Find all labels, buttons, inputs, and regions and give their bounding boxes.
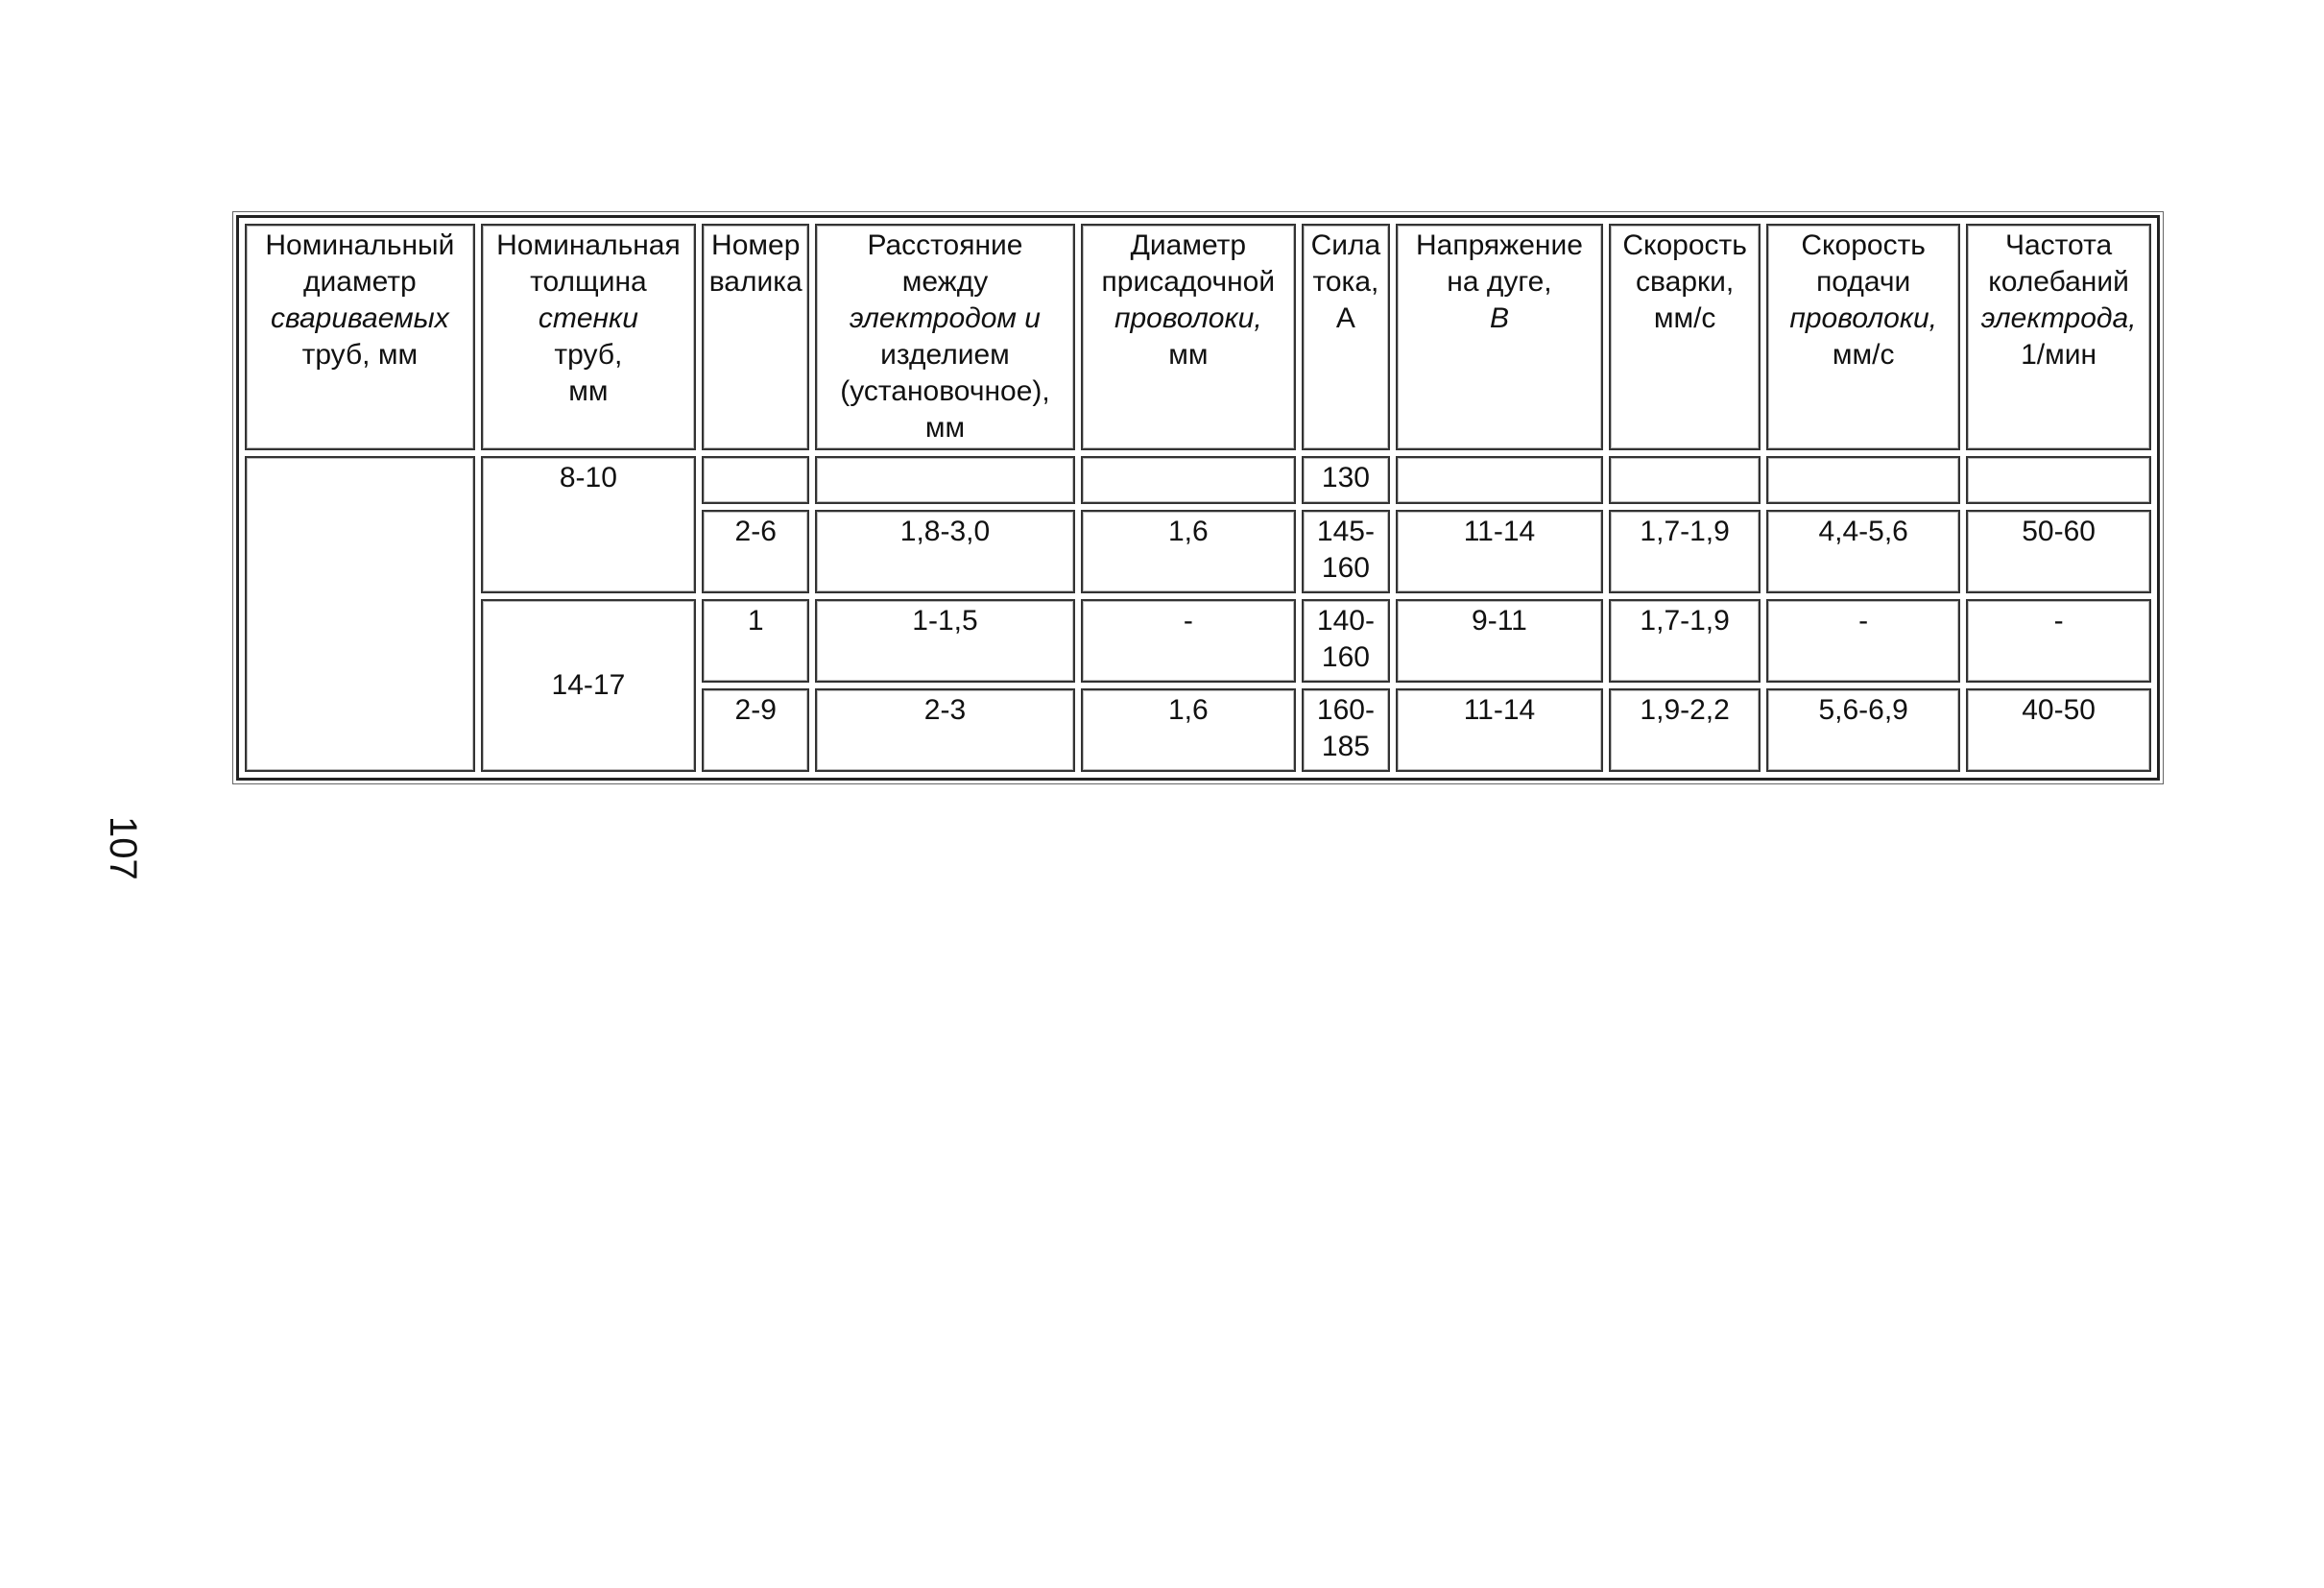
cell-text: 1,6 [1167, 516, 1209, 547]
cell-text: 160 [1321, 552, 1370, 584]
header-text: В [1489, 302, 1509, 334]
cell-text: 8-10 [559, 462, 617, 493]
cell-text: 185 [1321, 731, 1370, 762]
cell-text: 4,4-5,6 [1818, 516, 1908, 547]
table-cell [1966, 688, 2151, 772]
cell-text: 40-50 [2022, 694, 2096, 726]
table-cell [1966, 456, 2151, 504]
table-cell [815, 456, 1074, 504]
table-cell [1766, 456, 1960, 504]
table-cell [1302, 599, 1390, 683]
table-cell [481, 599, 696, 772]
cell-text: 1,8-3,0 [899, 516, 991, 547]
cell-text: 1,7-1,9 [1640, 516, 1730, 547]
table-cell [1081, 510, 1296, 593]
cell-text: - [1858, 605, 1869, 637]
header-row [245, 224, 2151, 450]
table-cell [702, 599, 809, 683]
table-cell [1609, 599, 1761, 683]
table-cell [1766, 599, 1960, 683]
cell-text: 160 [1321, 641, 1370, 673]
table-cell [1302, 456, 1390, 504]
table-cell [1766, 688, 1960, 772]
header-text: проволоки, [1114, 302, 1262, 334]
cell-text: 2-9 [734, 694, 777, 726]
page-number: 107 [102, 816, 144, 880]
header-text: колебаний [1988, 266, 2129, 298]
header-text: между [901, 266, 989, 298]
table-cell [702, 510, 809, 593]
header-text: Номер [711, 229, 801, 261]
header-text: Частота [2004, 229, 2113, 261]
cell-text: 2-3 [923, 694, 967, 726]
header-text: Скорость [1622, 229, 1747, 261]
header-text: Номинальная [496, 229, 681, 261]
header-text: А [1335, 302, 1355, 334]
cell-text: 9-11 [1472, 605, 1527, 637]
header-text: на дуге, [1447, 266, 1552, 298]
header-text: электродом и [849, 302, 1041, 334]
header-text: Напряжение [1415, 229, 1583, 261]
header-text: диаметр [303, 266, 417, 298]
cell-text: 1 [747, 605, 764, 637]
header-text: тока, [1312, 266, 1379, 298]
header-text: стенки [538, 302, 638, 334]
header-text: изделием [880, 339, 1010, 371]
table-cell [702, 688, 809, 772]
header-text: проволоки, [1789, 302, 1938, 334]
cell-text: 1,7-1,9 [1640, 605, 1730, 637]
table-cell [1081, 599, 1296, 683]
header-text: (установочное), [840, 375, 1050, 407]
table-cell [1766, 510, 1960, 593]
header-welding-speed [1609, 224, 1761, 450]
table-cell [1609, 510, 1761, 593]
cell-text: 1,9-2,2 [1640, 694, 1730, 726]
header-text: валика [708, 266, 803, 298]
cell-text: 11-14 [1463, 694, 1536, 726]
cell-text: 130 [1321, 462, 1370, 493]
table-cell [1081, 688, 1296, 772]
header-wire-feed-speed [1766, 224, 1960, 450]
table-cell [1966, 510, 2151, 593]
header-text: присадочной [1101, 266, 1276, 298]
table-cell [815, 688, 1074, 772]
table-cell [1302, 688, 1390, 772]
table-cell [1302, 510, 1390, 593]
table-cell [1609, 456, 1761, 504]
table-cell [815, 599, 1074, 683]
header-text: мм [1168, 339, 1209, 371]
header-oscillation-frequency [1966, 224, 2151, 450]
header-bead-number [702, 224, 809, 450]
header-nominal-diameter [245, 224, 475, 450]
table-cell [1396, 688, 1603, 772]
header-text: труб, мм [301, 339, 419, 371]
header-arc-voltage [1396, 224, 1603, 450]
cell-text: - [1183, 605, 1193, 637]
header-electrode-distance [815, 224, 1074, 450]
table-cell [1609, 688, 1761, 772]
header-text: электрода, [1980, 302, 2137, 334]
header-text: труб, [554, 339, 623, 371]
table-cell [245, 456, 475, 772]
cell-text: 50-60 [2022, 516, 2096, 547]
table-cell [481, 456, 696, 593]
header-welding-current [1302, 224, 1390, 450]
table-cell [815, 510, 1074, 593]
header-text: Скорость [1801, 229, 1926, 261]
cell-text: - [2053, 605, 2064, 637]
cell-text: 145- [1316, 516, 1375, 547]
header-text: сварки, [1636, 266, 1735, 298]
table-cell [1966, 599, 2151, 683]
cell-text: 1-1,5 [912, 605, 978, 637]
cell-text: 2-6 [734, 516, 777, 547]
header-text: Расстояние [867, 229, 1023, 261]
header-text: мм [568, 375, 609, 407]
table-cell [1081, 456, 1296, 504]
cell-text: 160- [1316, 694, 1375, 726]
welding-parameters-table [236, 215, 2160, 781]
header-text: мм/с [1832, 339, 1895, 371]
header-text: Диаметр [1130, 229, 1247, 261]
cell-text: 5,6-6,9 [1818, 694, 1908, 726]
header-wall-thickness [481, 224, 696, 450]
table-row [245, 456, 2151, 504]
header-text: мм [924, 412, 966, 444]
table-cell [702, 456, 809, 504]
cell-text: 11-14 [1463, 516, 1536, 547]
header-filler-wire-diameter [1081, 224, 1296, 450]
table-cell [1396, 510, 1603, 593]
header-text: 1/мин [2021, 339, 2097, 371]
table-cell [1396, 456, 1603, 504]
table-cell [1396, 599, 1603, 683]
header-text: подачи [1816, 266, 1911, 298]
header-text: мм/с [1653, 302, 1716, 334]
header-text: Номинальный [265, 229, 455, 261]
cell-text: 1,6 [1167, 694, 1209, 726]
header-text: свариваемых [270, 302, 449, 334]
table-row [245, 599, 2151, 683]
cell-text: 140- [1316, 605, 1375, 637]
header-text: толщина [530, 266, 647, 298]
cell-text: 14-17 [551, 669, 626, 701]
header-text: Сила [1310, 229, 1381, 261]
